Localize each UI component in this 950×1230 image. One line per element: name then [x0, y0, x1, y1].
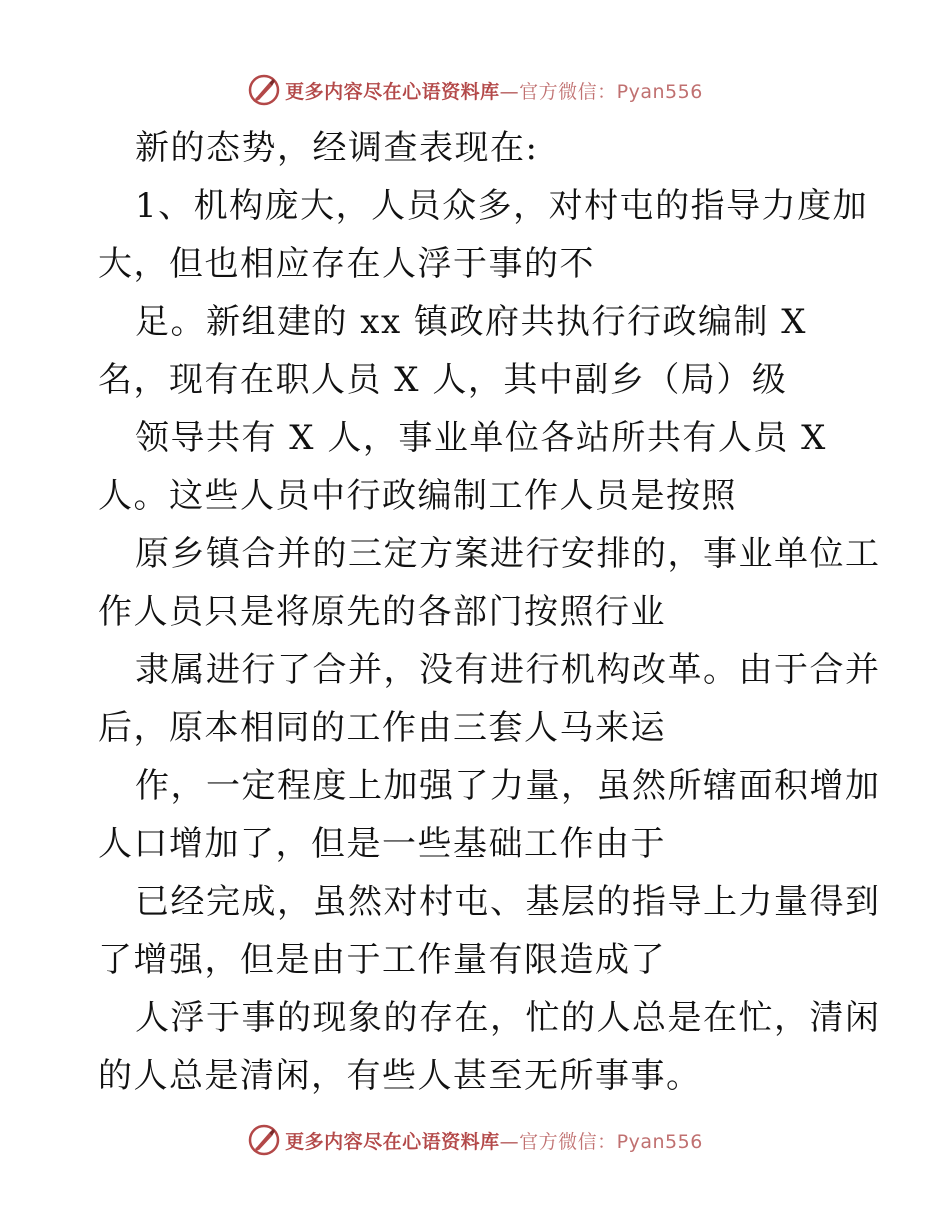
pen-logo-icon — [247, 1123, 281, 1157]
watermark-contact: 官方微信：Pyan556 — [519, 80, 703, 103]
body-line: 大，但也相应存在人浮于事的不 — [98, 244, 595, 284]
watermark-brand: 更多内容尽在心语资料库 — [285, 80, 500, 103]
header-watermark — [0, 70, 950, 110]
body-line: 新的态势，经调查表现在: — [135, 128, 539, 168]
body-line: 作人员只是将原先的各部门按照行业 — [98, 592, 666, 632]
footer-watermark — [0, 1120, 950, 1160]
watermark-brand: 更多内容尽在心语资料库 — [285, 1130, 500, 1153]
watermark-text — [285, 77, 703, 104]
body-line: 的人总是清闲，有些人甚至无所事事。 — [98, 1056, 702, 1096]
body-line: 了增强，但是由于工作量有限造成了 — [98, 940, 666, 980]
body-line: 原乡镇合并的三定方案进行安排的，事业单位工 — [135, 534, 881, 574]
body-line: 人浮于事的现象的存在，忙的人总是在忙，清闲 — [135, 998, 881, 1038]
watermark-dash: — — [499, 1130, 520, 1153]
body-line: 名，现有在职人员 X 人，其中副乡（局）级 — [98, 360, 788, 400]
body-line: 人口增加了，但是一些基础工作由于 — [98, 824, 666, 864]
body-line: 隶属进行了合并，没有进行机构改革。由于合并 — [135, 650, 881, 690]
body-line: 后，原本相同的工作由三套人马来运 — [98, 708, 666, 748]
watermark-contact: 官方微信：Pyan556 — [519, 1130, 703, 1153]
body-line: 领导共有 X 人，事业单位各站所共有人员 X — [135, 418, 827, 458]
watermark-text — [285, 1127, 703, 1154]
body-line: 人。这些人员中行政编制工作人员是按照 — [98, 476, 737, 516]
body-line: 足。新组建的 xx 镇政府共执行行政编制 X — [135, 302, 807, 342]
pen-logo-icon — [247, 73, 281, 107]
body-line: 1、机构庞大，人员众多，对村屯的指导力度加 — [135, 186, 869, 226]
body-line: 已经完成，虽然对村屯、基层的指导上力量得到 — [135, 882, 881, 922]
body-line: 作，一定程度上加强了力量，虽然所辖面积增加 — [135, 766, 881, 806]
watermark-dash: — — [499, 80, 520, 103]
